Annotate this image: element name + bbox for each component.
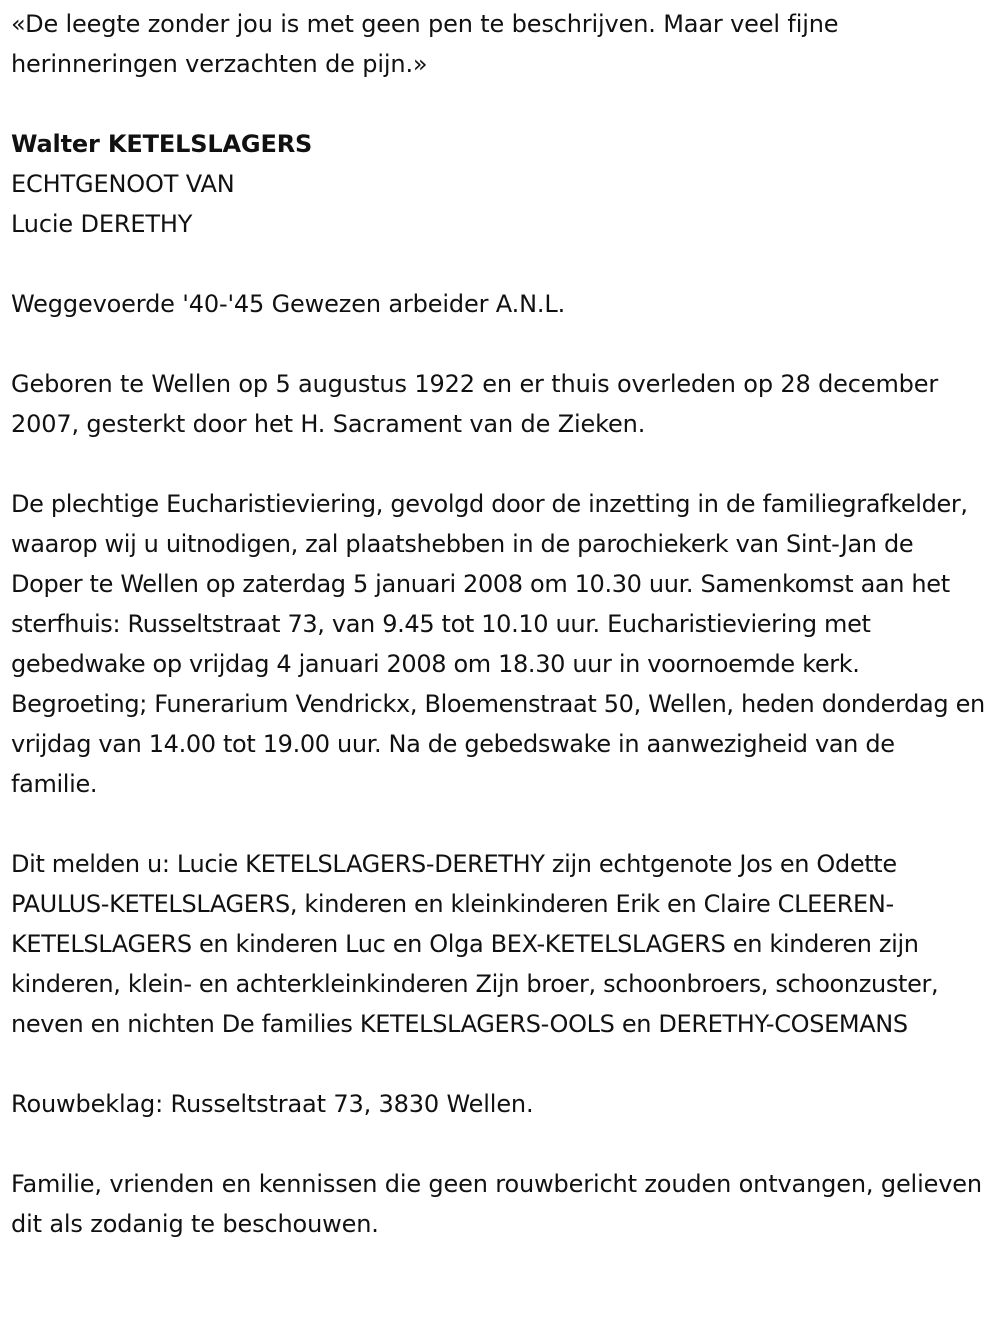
- spouse-name: Lucie DERETHY: [11, 210, 193, 238]
- closing-paragraph: Familie, vrienden en kennissen die geen rouwbericht zouden ontvangen, gelieven dit als zodanig te beschouwen.: [11, 1170, 982, 1238]
- ceremony-paragraph: De plechtige Eucharistieviering, gevolgd door de inzetting in de familiegrafkelder, waarop wij u uitnodigen, zal plaatshebben in de parochiekerk van Sint-Jan de Doper te Wellen op zaterdag 5 januari 2008 om 10.30 uur. Samenkomst aan het sterfhuis: Russeltstraat 73, van 9.45 tot 10.10 uur. Eucharistieviering met gebedwake op vrijdag 4 januari 2008 om 18.30 uur in voornoemde kerk. Begroeting; Funerarium Vendrickx, Bloemenstraat 50, Wellen, heden donderdag en vrijdag van 14.00 tot 19.00 uur. Na de gebedswake in aanwezigheid van de familie.: [11, 490, 985, 798]
- relationship-label: ECHTGENOOT VAN: [11, 170, 235, 198]
- opening-quote: «De leegte zonder jou is met geen pen te beschrijven. Maar veel fijne herinneringen verzachten de pijn.»: [11, 10, 839, 78]
- family-announcement-paragraph: Dit melden u: Lucie KETELSLAGERS-DERETHY zijn echtgenote Jos en Odette PAULUS-KETELSLAGERS, kinderen en kleinkinderen Erik en Claire CLEEREN-KETELSLAGERS en kinderen Luc en Olga BEX-KETELSLAGERS en kinderen zijn kinderen, klein- en achterkleinkinderen Zijn broer, schoonbroers, schoonzuster, neven en nichten De families KETELSLAGERS-OOLS en DERETHY-COSEMANS: [11, 850, 939, 1038]
- deceased-name: Walter KETELSLAGERS: [11, 130, 313, 158]
- birth-death-paragraph: Geboren te Wellen op 5 augustus 1922 en er thuis overleden op 28 december 2007, gesterkt door het H. Sacrament van de Zieken.: [11, 370, 939, 438]
- occupation-line: Weggevoerde '40-'45 Gewezen arbeider A.N.L.: [11, 290, 566, 318]
- condolence-address: Rouwbeklag: Russeltstraat 73, 3830 Wellen.: [11, 1090, 534, 1118]
